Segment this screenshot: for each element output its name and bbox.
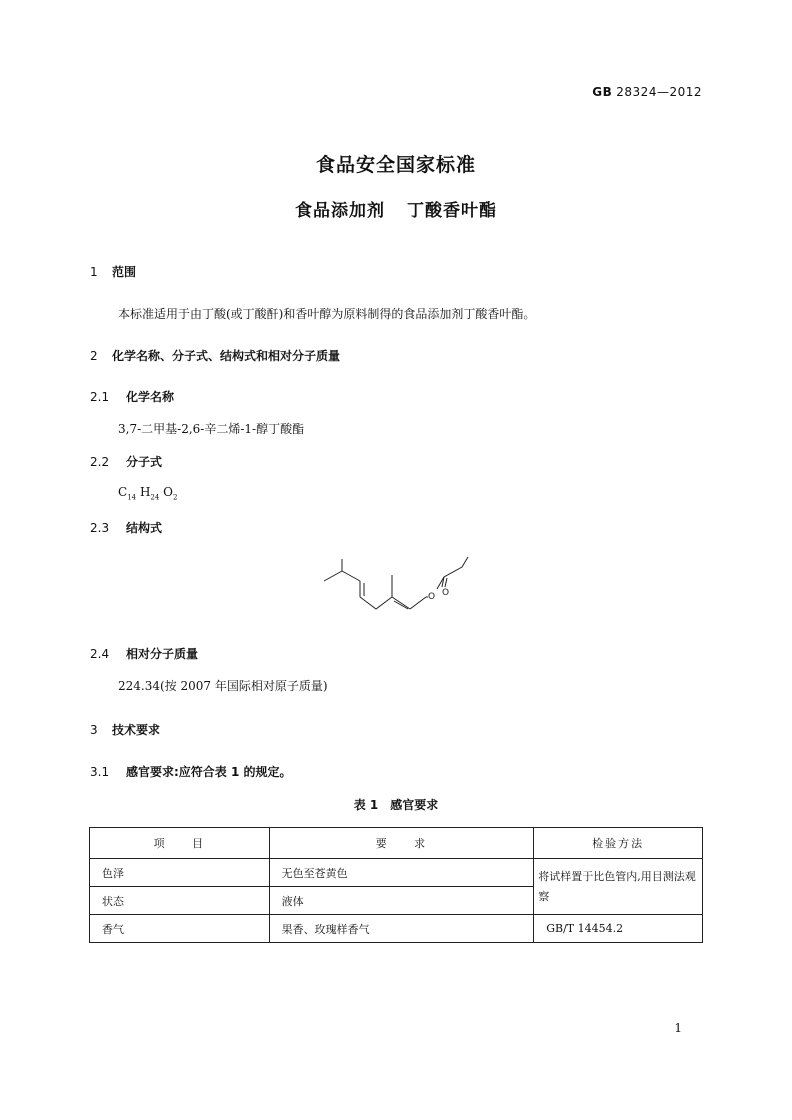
section-3-heading <box>90 721 160 738</box>
row-requirement: 果香、玫瑰样香气 <box>269 915 534 943</box>
section-number: 2 <box>90 349 98 363</box>
formula-c: C <box>118 485 128 499</box>
column-header-item: 项 目 <box>90 828 270 859</box>
section-2-4-heading <box>90 645 198 662</box>
formula-c-count: 14 <box>127 493 137 502</box>
section-number: 2.3 <box>90 521 110 535</box>
table-label: 表 1 <box>353 798 379 812</box>
row-requirement: 液体 <box>269 887 534 915</box>
row-item: 色泽 <box>90 859 270 887</box>
row-method: GB/T 14454.2 <box>534 915 703 943</box>
chemical-name: 3,7-二甲基-2,6-辛二烯-1-醇丁酸酯 <box>118 422 305 436</box>
column-header-method: 检验方法 <box>534 828 703 859</box>
formula-o: O <box>163 485 173 499</box>
section-1-heading <box>90 263 136 280</box>
subtitle-category: 食品添加剂 <box>295 201 385 221</box>
section-number: 2.2 <box>90 455 110 469</box>
section-1-body: 本标准适用于由丁酸(或丁酸酐)和香叶醇为原料制得的食品添加剂丁酸香叶酯。 <box>118 307 536 321</box>
row-requirement: 无色至苍黄色 <box>269 859 534 887</box>
table-row <box>90 915 703 943</box>
table-header-row <box>90 828 703 859</box>
page-number: 1 <box>674 1021 682 1035</box>
formula-o-count: 2 <box>173 493 178 502</box>
section-title: 范围 <box>112 265 137 279</box>
document-title: 食品安全国家标准 <box>315 154 476 176</box>
molecular-formula <box>118 485 177 501</box>
section-title: 相对分子质量 <box>126 647 199 661</box>
section-number: 1 <box>90 265 98 279</box>
section-title: 化学名称 <box>126 390 175 404</box>
carbonyl-oxygen-label: O <box>442 588 450 598</box>
section-title: 分子式 <box>126 455 163 469</box>
formula-h: H <box>139 485 151 499</box>
section-title: 结构式 <box>126 521 163 535</box>
sensory-requirements-table <box>89 827 703 943</box>
standard-code: 28324—2012 <box>616 85 702 99</box>
column-header-requirement: 要 求 <box>269 828 534 859</box>
document-subtitle <box>0 196 792 221</box>
section-2-heading <box>90 347 340 364</box>
section-title: 化学名称、分子式、结构式和相对分子质量 <box>112 349 341 363</box>
row-item: 状态 <box>90 887 270 915</box>
section-title: 感官要求:应符合表 1 的规定。 <box>126 765 292 779</box>
table-row <box>90 859 703 887</box>
section-2-1-heading <box>90 388 174 405</box>
section-number: 2.1 <box>90 390 110 404</box>
standard-prefix: GB <box>592 85 613 99</box>
section-title: 技术要求 <box>112 723 161 737</box>
subtitle-product: 丁酸香叶酯 <box>407 201 497 221</box>
structural-formula <box>318 553 478 623</box>
ether-oxygen-label: O <box>428 592 436 602</box>
section-3-1-heading <box>90 763 292 780</box>
section-number: 3.1 <box>90 765 110 779</box>
section-2-3-heading <box>90 519 162 536</box>
table-caption <box>0 796 792 813</box>
section-2-2-heading <box>90 453 162 470</box>
molecular-mass: 224.34(按 2007 年国际相对原子质量) <box>118 679 328 693</box>
standard-number <box>592 85 702 99</box>
row-item: 香气 <box>90 915 270 943</box>
formula-h-count: 24 <box>150 493 160 502</box>
section-number: 2.4 <box>90 647 110 661</box>
table-title: 感官要求 <box>390 798 439 812</box>
row-method-merged: 将试样置于比色管内,用目测法观察 <box>534 859 703 915</box>
section-number: 3 <box>90 723 98 737</box>
